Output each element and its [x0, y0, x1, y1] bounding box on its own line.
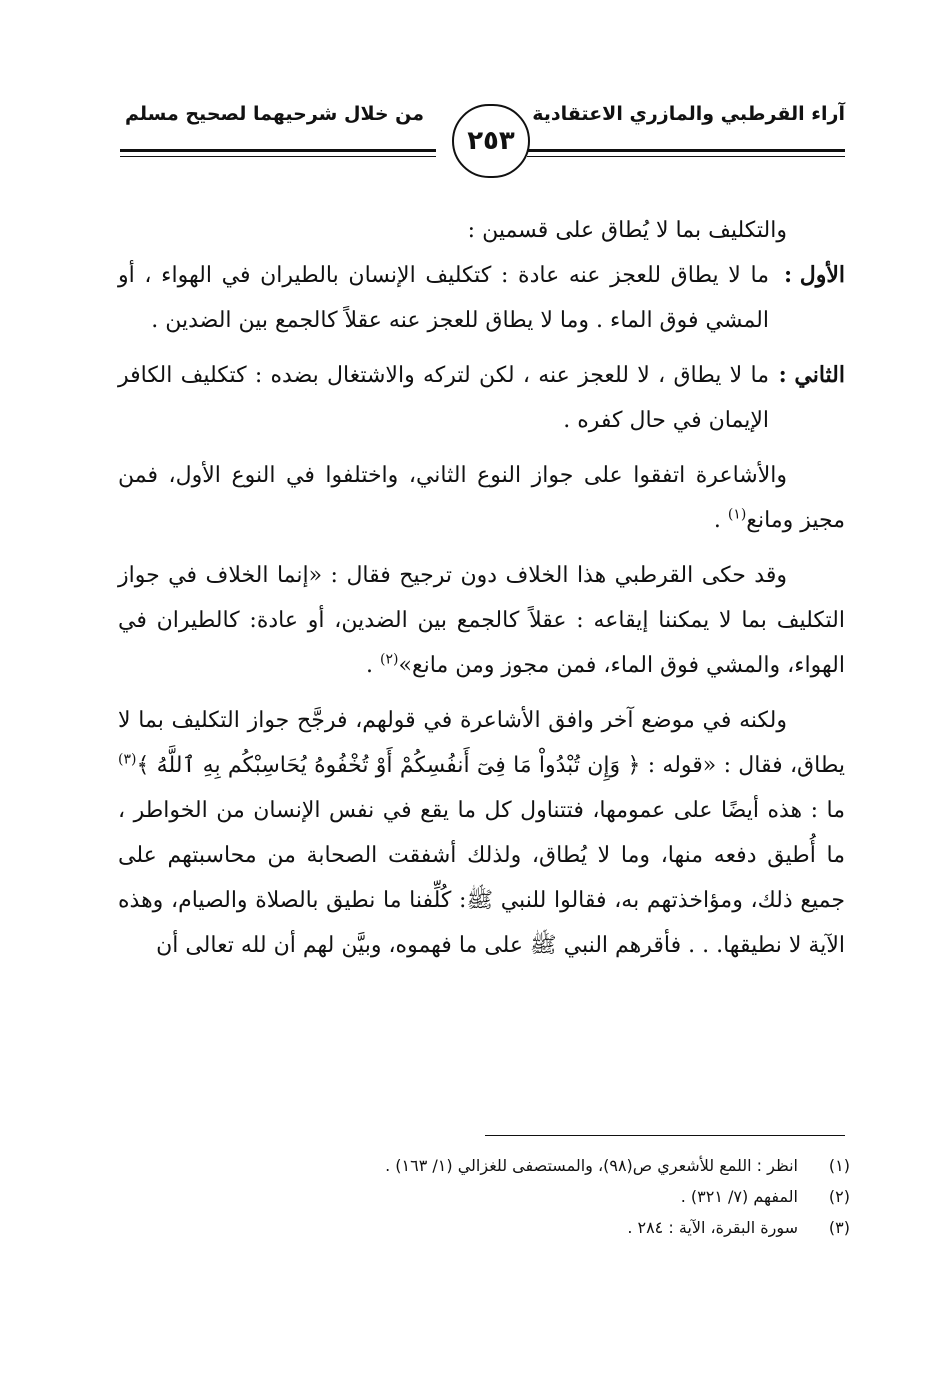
second-term: الثاني : — [778, 362, 845, 388]
first-text: ما لا يطاق للعجز عنه عادة : كتكليف الإنسان بالطيران في الهواء ، أو المشي فوق الماء . وما لا يطاق للعجز عنه عقلاً كالجمع بين الضدين . — [118, 263, 769, 333]
paragraph-qurtubi — [118, 553, 845, 688]
main-text — [118, 208, 845, 968]
header-book-title: آراء القرطبي والمازري الاعتقادية — [532, 103, 845, 125]
footnote-text: انظر : اللمع للأشعري ص(٩٨)، والمستصفى للغزالي (١/ ١٦٣) . — [385, 1156, 798, 1175]
footnote-1 — [300, 1150, 850, 1181]
footnote-text: المفهم (٧/ ٣٢١) . — [680, 1187, 798, 1206]
second-category — [118, 353, 845, 443]
running-header — [120, 95, 845, 185]
header-rule-left-thin — [120, 156, 436, 157]
footnote-ref-1[interactable]: (١) — [727, 506, 747, 523]
footnote-2 — [300, 1181, 850, 1212]
footnote-ref-2[interactable]: (٢) — [380, 651, 399, 668]
footnote-number: (٣) — [828, 1218, 850, 1237]
header-book-subtitle: من خلال شرحيهما لصحيح مسلم — [125, 103, 425, 125]
intro-line: والتكليف بما لا يُطاق على قسمين : — [467, 218, 787, 243]
paragraph-qurtubi-text: وقد حكى القرطبي هذا الخلاف دون ترجيح فقال : «إنما الخلاف في جواز التكليف بما لا يمكننا إيقاعه : عقلاً كالجمع بين الضدين، أو عادة: كالطيران في الهواء، والمشي فوق الماء، فمن مجوز ومن مانع» — [118, 563, 845, 678]
header-rule-right-thin — [527, 156, 845, 157]
header-rule-right — [527, 149, 845, 152]
footnote-number: (٢) — [828, 1187, 850, 1206]
first-category — [118, 253, 845, 343]
paragraph-ashaira — [118, 453, 845, 543]
header-rule-left — [120, 149, 436, 152]
footnote-3 — [300, 1212, 850, 1243]
footnotes — [300, 1150, 850, 1243]
paragraph-tarjih-lead: ولكنه في موضع آخر وافق الأشاعرة في قولهم، فرجَّح جواز التكليف بما لا يطاق، فقال : «قوله : — [118, 708, 846, 778]
footnote-text: سورة البقرة، الآية : ٢٨٤ . — [627, 1218, 798, 1237]
second-text: ما لا يطاق ، لا للعجز عنه ، لكن لتركه والاشتغال بضده : كتكليف الكافر الإيمان في حال كفره . — [118, 363, 769, 433]
first-term: الأول : — [783, 262, 845, 288]
paragraph-tarjih-rest: ما : هذه أيضًا على عمومها، فتتناول كل ما يقع في نفس الإنسان من الخواطر ، ما أُطيق دفعه منها، وما لا يُطاق، ولذلك أشفقت الصحابة من محاسبتهم على جميع ذلك، ومؤاخذتهم به، فقالوا للنبي ﷺ: كُلِّفنا ما نطيق بالصلاة والصيام، وهذه الآية لا نطيقها. . . فأقرهم النبي ﷺ على ما فهموه، وبيَّن لهم أن لله تعالى أن — [118, 798, 845, 958]
quran-verse: ﴿ وَإِن تُبْدُواْ مَا فِىٓ أَنفُسِكُمْ أَوْ تُخْفُوهُ يُحَاسِبْكُم بِهِ ٱللَّهُ ﴾ — [136, 753, 641, 778]
footnote-separator — [485, 1135, 845, 1136]
paragraph-ashaira-text: والأشاعرة اتفقوا على جواز النوع الثاني، واختلفوا في النوع الأول، فمن مجيز ومانع — [118, 463, 845, 533]
page-number: ٢٥٣ — [452, 104, 530, 178]
paragraph-qurtubi-end: . — [366, 653, 381, 678]
paragraph-tarjih — [118, 698, 845, 968]
footnote-number: (١) — [828, 1156, 850, 1175]
paragraph-ashaira-end: . — [713, 508, 728, 533]
footnote-ref-3[interactable]: (٣) — [118, 751, 137, 768]
